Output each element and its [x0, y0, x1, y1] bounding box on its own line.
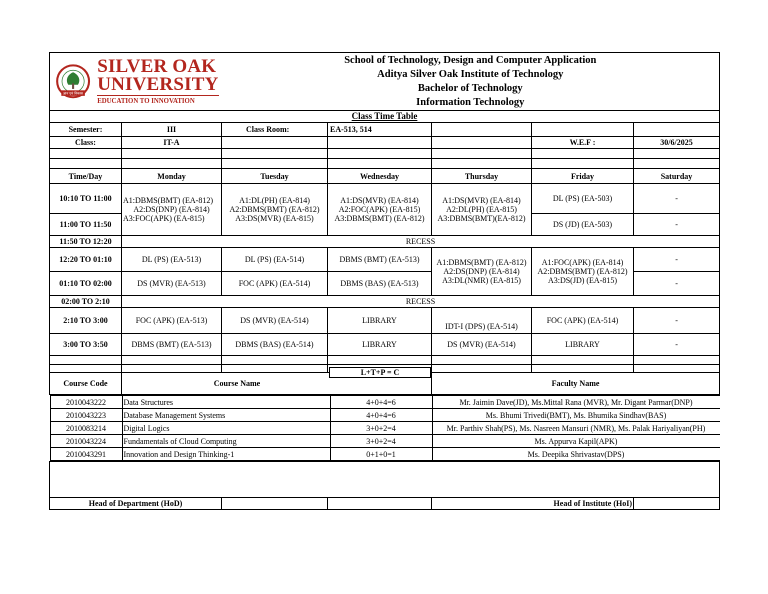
course-name: Fundamentals of Cloud Computing — [122, 435, 330, 448]
course-code: 2010043224 — [50, 435, 122, 448]
day-header-saturday: Saturday — [634, 169, 720, 184]
semester-label: Semester: — [50, 123, 122, 137]
lecture-slot: FOC (APK) (EA-514) — [222, 272, 328, 296]
course-faculty: Mr. Jaimin Dave(JD), Ms.Mittal Rana (MVR), Mr. Digant Parmar(DNP) — [432, 396, 720, 409]
lecture-slot: DL (PS) (EA-503) — [532, 184, 634, 214]
svg-text:ज्ञान एवं विकास: ज्ञान एवं विकास — [63, 90, 83, 95]
time-slot: 3:00 TO 3:50 — [50, 334, 122, 356]
lecture-slot: - — [634, 248, 720, 272]
lab-slot-tuesday: A1:DL(PH) (EA-814) A2:DBMS(BMT) (EA-812) A3:DS(MVR) (EA-815) — [222, 184, 328, 236]
day-header-friday: Friday — [532, 169, 634, 184]
course-code: 2010043222 — [50, 396, 122, 409]
day-header-tuesday: Tuesday — [222, 169, 328, 184]
course-credits: 4+0+4=6 — [330, 409, 432, 422]
course-code-header: Course Code — [50, 373, 122, 395]
course-faculty: Mr. Parthiv Shah(PS), Ms. Nasreen Mansuri (NMR), Ms. Palak Hariyaliyan(PH) — [432, 422, 720, 435]
lecture-slot: DBMS (BMT) (EA-513) — [328, 248, 432, 272]
university-seal-icon — [53, 56, 93, 108]
course-name: Data Structures — [122, 396, 330, 409]
lab-slot-monday: A1:DBMS(BMT) (EA-812) A2:DS(DNP) (EA-814) A3:FOC(APK) (EA-815) — [122, 184, 222, 236]
recess-label: RECESS — [122, 236, 720, 248]
recess-label: RECESS — [122, 296, 720, 308]
course-name: Digital Logics — [122, 422, 330, 435]
day-header-thursday: Thursday — [432, 169, 532, 184]
class-value: IT-A — [122, 137, 222, 149]
lecture-slot: FOC (APK) (EA-513) — [122, 308, 222, 334]
institute-name: Aditya Silver Oak Institute of Technology — [377, 69, 564, 80]
time-slot: 10:10 TO 11:00 — [50, 184, 122, 214]
lecture-slot: - — [634, 272, 720, 296]
lecture-slot: LIBRARY — [328, 334, 432, 356]
lecture-slot: DS (MVR) (EA-514) — [222, 308, 328, 334]
course-code: 2010083214 — [50, 422, 122, 435]
degree-name: Bachelor of Technology — [417, 83, 523, 94]
course-code: 2010043223 — [50, 409, 122, 422]
course-credits: 3+0+2=4 — [330, 435, 432, 448]
course-row — [50, 396, 720, 409]
course-credits: 3+0+2=4 — [330, 422, 432, 435]
logo-cell — [50, 53, 222, 111]
course-row — [50, 448, 720, 461]
lecture-slot: FOC (APK) (EA-514) — [532, 308, 634, 334]
course-faculty: Ms. Deepika Shrivastav(DPS) — [432, 448, 720, 461]
classroom-value: EA-513, 514 — [328, 123, 432, 137]
course-row — [50, 409, 720, 422]
course-row — [50, 435, 720, 448]
lecture-slot: DS (MVR) (EA-513) — [122, 272, 222, 296]
semester-value: III — [122, 123, 222, 137]
course-credits: 0+1+0=1 — [330, 448, 432, 461]
hod-signature-label: Head of Department (HoD) — [50, 498, 222, 510]
classroom-label: Class Room: — [222, 123, 328, 137]
course-code: 2010043291 — [50, 448, 122, 461]
timetable-title: Class Time Table — [50, 111, 720, 123]
time-slot: 2:10 TO 3:00 — [50, 308, 122, 334]
wef-label: W.E.F : — [532, 137, 634, 149]
lecture-slot: DBMS (BAS) (EA-513) — [328, 272, 432, 296]
course-faculty: Ms. Appurva Kapil(APK) — [432, 435, 720, 448]
time-slot: 12:20 TO 01:10 — [50, 248, 122, 272]
lecture-slot: DS (JD) (EA-503) — [532, 214, 634, 236]
course-credits: 4+0+4=6 — [330, 396, 432, 409]
lab-slot-thursday: A1:DBMS(BMT) (EA-812) A2:DS(DNP) (EA-814) A3:DL(NMR) (EA-815) — [432, 248, 532, 296]
wef-value: 30/6/2025 — [634, 137, 720, 149]
course-faculty: Ms. Bhumi Trivedi(BMT), Ms. Bhumika Sindhav(BAS) — [432, 409, 720, 422]
institute-header — [222, 53, 720, 111]
time-slot: 11:50 TO 12:20 — [50, 236, 122, 248]
lecture-slot: - — [634, 184, 720, 214]
lab-slot-wednesday: A1:DS(MVR) (EA-814) A2:FOC(APK) (EA-815) A3:DBMS(BMT) (EA-812) — [328, 184, 432, 236]
ltp-header: L+T+P = C — [329, 367, 431, 378]
lecture-slot: LIBRARY — [532, 334, 634, 356]
day-header-monday: Monday — [122, 169, 222, 184]
course-table — [50, 395, 720, 461]
lecture-slot: DS (MVR) (EA-514) — [432, 334, 532, 356]
university-name-line1: SILVER OAK — [97, 55, 217, 77]
branch-name: Information Technology — [416, 97, 525, 108]
lecture-slot: - — [634, 308, 720, 334]
lecture-slot: LIBRARY — [328, 308, 432, 334]
university-name-line2: UNIVERSITY — [97, 73, 219, 95]
timetable-grid — [49, 52, 720, 510]
day-header-wednesday: Wednesday — [328, 169, 432, 184]
lecture-slot: - — [634, 334, 720, 356]
university-tagline: EDUCATION TO INNOVATION — [97, 97, 195, 105]
timetable-sheet — [49, 52, 719, 510]
course-name: Innovation and Design Thinking-1 — [122, 448, 330, 461]
lecture-slot: IDT-I (DPS) (EA-514) — [432, 308, 532, 334]
time-slot: 02:00 TO 2:10 — [50, 296, 122, 308]
course-name: Database Management Systems — [122, 409, 330, 422]
lab-slot-thursday: A1:DS(MVR) (EA-814) A2:DL(PH) (EA-815) A3:DBMS(BMT)(EA-812) — [432, 184, 532, 236]
time-slot: 01:10 TO 02:00 — [50, 272, 122, 296]
lecture-slot: DL (PS) (EA-514) — [222, 248, 328, 272]
lecture-slot: DBMS (BAS) (EA-514) — [222, 334, 328, 356]
lab-slot-friday: A1:FOC(APK) (EA-814) A2:DBMS(BMT) (EA-812) A3:DS(JD) (EA-815) — [532, 248, 634, 296]
faculty-name-header: Faculty Name — [432, 373, 720, 395]
day-header-time: Time/Day — [50, 169, 122, 184]
time-slot: 11:00 TO 11:50 — [50, 214, 122, 236]
class-label: Class: — [50, 137, 122, 149]
lecture-slot: - — [634, 214, 720, 236]
course-name-header: Course Name — [122, 373, 432, 395]
lecture-slot: DL (PS) (EA-513) — [122, 248, 222, 272]
course-row — [50, 422, 720, 435]
day-header-row — [50, 169, 720, 184]
hoi-signature-label: Head of Institute (HoI) — [432, 498, 634, 510]
school-name: School of Technology, Design and Computer Application — [344, 55, 597, 66]
lecture-slot: DBMS (BMT) (EA-513) — [122, 334, 222, 356]
